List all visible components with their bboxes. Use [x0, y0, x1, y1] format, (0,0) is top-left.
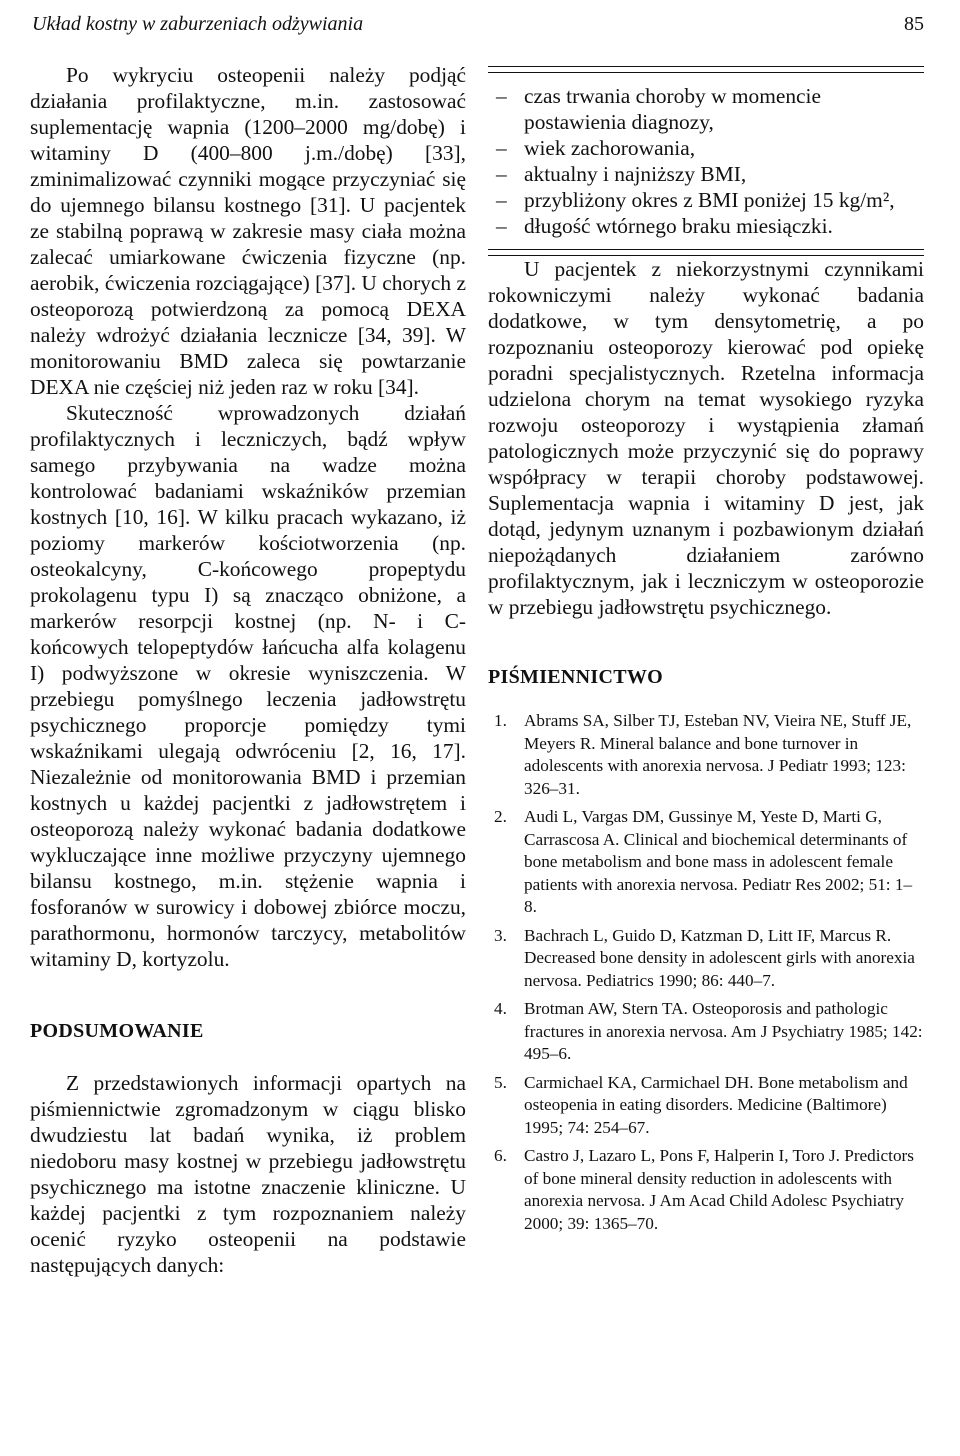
reference-number: 4.: [494, 999, 507, 1018]
list-item: [488, 161, 924, 187]
reference-text: Abrams SA, Silber TJ, Esteban NV, Vieira NE, Stuff JE, Meyers R. Mineral balance and bone turnover in adolescents with anorexia nervosa. J Pediatr 1993; 123: 326–31.: [524, 711, 912, 798]
reference-item: [488, 1145, 924, 1235]
box-rule-top: [488, 66, 924, 73]
running-title: Układ kostny w zaburzeniach odżywiania: [32, 13, 364, 35]
running-head: [32, 10, 924, 40]
list-item-text: wiek zachorowania,: [524, 136, 696, 160]
summary-paragraph: Z przedstawionych informacji opartych na piśmiennictwie zgromadzonym w ciągu blisko dwudziestu lat badań wynika, iż problem niedoboru masy kostnej w przebiegu jadłowstrętu psychicznego ma istotne znaczenie kliniczne. U każdej pacjentki z tym rozpoznaniem należy ocenić ryzyko osteopenii na podstawie następujących danych:: [30, 1071, 466, 1277]
list-item-text: czas trwania choroby w momencie postawienia diagnozy,: [524, 84, 821, 134]
reference-text: Audi L, Vargas DM, Gussinye M, Yeste D, Marti G, Carrascosa A. Clinical and biochemical determinants of bone metabolism and bone mass in adolescent female patients with anorexia nervosa. Pediatr Res 2002; 51: 1–8.: [524, 807, 913, 916]
page-number: 85: [904, 13, 924, 35]
section-heading-summary: PODSUMOWANIE: [30, 1020, 204, 1042]
reference-text: Carmichael KA, Carmichael DH. Bone metabolism and osteopenia in eating disorders. Medicine (Baltimore) 1995; 74: 254–67.: [524, 1072, 908, 1137]
reference-text: Castro J, Lazaro L, Pons F, Halperin I, Toro J. Predictors of bone mineral density reduction in adolescents with anorexia nervosa. J Am Acad Child Adolesc Psychiatry 2000; 39: 1365–70.: [524, 1146, 914, 1233]
list-item-text: przybliżony okres z BMI poniżej 15 kg/m²,: [524, 188, 895, 212]
list-item-text: długość wtórnego braku miesiączki.: [524, 214, 833, 238]
section-heading-references: PIŚMIENNICTWO: [488, 666, 664, 688]
body-paragraph: U pacjentek z niekorzystnymi czynnikami rokowniczymi należy wykonać badania dodatkowe, w tym densytometrię, a po rozpoznaniu osteoporozy kierować pod opiekę poradni specjalistycznych. Rzetelna informacja udzielona chorym na temat wysokiego ryzyka rozwoju osteoporozy i wystąpienia złamań patologicznych może przyczynić się do poprawy współpracy w terapii choroby podstawowej. Suplementacja wapnia i witaminy D jest, jak dotąd, jedynym uznanym i pozbawionym działań niepożądanych działaniem zarówno profilaktycznym, jak i leczniczym w osteoporozie w przebiegu jadłowstrętu psychicznego.: [488, 257, 924, 619]
list-dash: –: [496, 188, 507, 212]
list-dash: –: [496, 162, 507, 186]
reference-number: 3.: [494, 925, 507, 945]
box-rule-bottom: [488, 249, 924, 256]
left-column: [30, 62, 466, 1278]
reference-number: 6.: [494, 1146, 507, 1165]
list-item: [488, 83, 924, 135]
reference-text: Brotman AW, Stern TA. Osteoporosis and pathologic fractures in anorexia nervosa. Am J Psychiatry 1985; 142: 495–6.: [524, 999, 923, 1063]
right-column: [488, 66, 924, 1241]
list-item: [488, 213, 924, 239]
list-dash: –: [496, 136, 507, 160]
body-paragraph: Po wykryciu osteopenii należy podjąć działania profilaktyczne, m.in. zastosować suplementację wapnia (1200–2000 mg/dobę) i witaminy D (400–800 j.m./dobę) [33], zminimalizować czynniki mogące przyczyniać się do ujemnego bilansu kostnego [31]. U pacjentek ze stabilną poprawą w zakresie masy ciała można zalecać umiarkowane ćwiczenia fizyczne (np. aerobik, ćwiczenia rozciągające) [37]. U chorych z osteoporozą potwierdzoną za pomocą DEXA należy wdrożyć działania lecznicze [34, 39]. W monitorowaniu BMD zaleca się powtarzanie DEXA nie częściej niż jeden raz w roku [34].: [30, 63, 466, 399]
list-dash: –: [496, 84, 507, 108]
list-item: [488, 187, 924, 213]
reference-number: 5.: [494, 1072, 507, 1092]
list-item: [488, 135, 924, 161]
body-paragraph: Skuteczność wprowadzonych działań profilaktycznych i leczniczych, bądź wpływ samego przybywania na wadze można kontrolować badaniami wskaźników przemian kostnych [10, 16]. W kilku pracach wykazano, iż poziomy markerów kościotworzenia (np. osteokalcyny, C-końcowego propeptydu prokolagenu typu I) są znacząco obniżone, a markerów resorpcji kostnej (np. N- i C-końcowych telopeptydów łańcucha alfa kolagenu I) podwyższone w okresie wyniszczenia. W przebiegu pomyślnego leczenia jadłowstrętu psychicznego proporcje pomiędzy tymi wskaźnikami ulegają odwróceniu [2, 16, 17]. Niezależnie od monitorowania BMD i przemian kostnych u każdej pacjentki z jadłowstrętem i osteoporozą należy wykonać badania dodatkowe wykluczające inne możliwe przyczyny ujemnego bilansu kostnego, m.in. stężenie wapnia i fosforanów w surowicy i dobowej zbiórce moczu, parathormonu, hormonów tarczycy, metabolitów witaminy D, kortyzolu.: [30, 401, 466, 971]
reference-item: [488, 806, 924, 919]
list-dash: –: [496, 214, 507, 238]
reference-list: [488, 710, 924, 1235]
reference-item: [488, 925, 924, 993]
reference-item: [488, 1072, 924, 1140]
reference-item: [488, 998, 924, 1066]
reference-number: 2.: [494, 807, 507, 826]
list-item-text: aktualny i najniższy BMI,: [524, 162, 747, 186]
reference-item: [488, 710, 924, 800]
reference-number: 1.: [494, 711, 507, 730]
risk-factor-list: [488, 83, 924, 239]
reference-text: Bachrach L, Guido D, Katzman D, Litt IF, Marcus R. Decreased bone density in adolescent girls with anorexia nervosa. Pediatrics 1990; 86: 440–7.: [524, 925, 915, 990]
